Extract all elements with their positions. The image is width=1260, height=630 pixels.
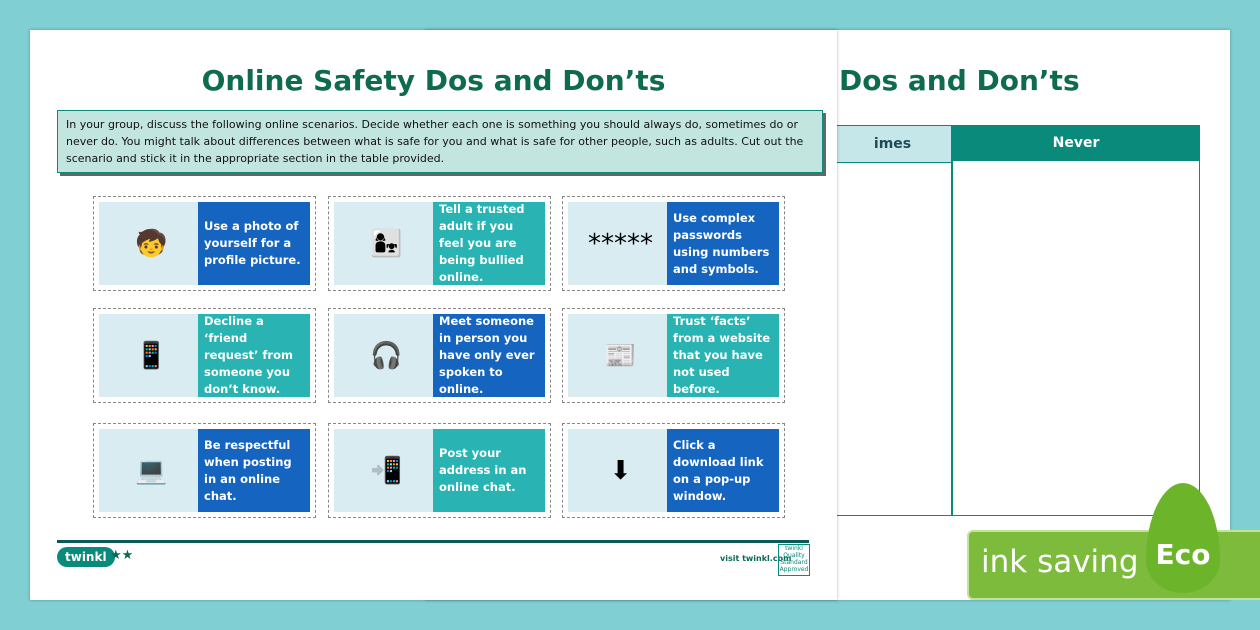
scenario-card	[562, 308, 785, 403]
column-header-never: Never	[952, 125, 1200, 161]
scenario-card	[562, 423, 785, 518]
scenario-card	[562, 196, 785, 291]
scenario-card	[93, 423, 316, 518]
rating-stars: ★★	[110, 548, 134, 563]
scenario-text: Meet someone in person you have only ever spoken to online.	[433, 314, 545, 397]
scenario-text: Decline a ‘friend request’ from someone you don’t know.	[198, 314, 310, 397]
page-title: Online Safety Dos and Don’ts	[201, 64, 666, 97]
scenario-text: Trust ‘facts’ from a website that you have not used before.	[667, 314, 779, 397]
scenario-text: Use a photo of yourself for a profile picture.	[198, 202, 310, 285]
scenario-illustration: 💻	[99, 429, 204, 512]
ink-saving-label: ink saving	[981, 544, 1139, 580]
scenario-illustration: 🎧	[334, 314, 439, 397]
back-title: Dos and Don’ts	[839, 64, 1080, 97]
front-page	[30, 30, 837, 600]
scenario-text: Click a download link on a pop-up window.	[667, 429, 779, 512]
scenario-text: Be respectful when posting in an online chat.	[198, 429, 310, 512]
scenario-illustration: *****	[568, 202, 673, 285]
scenario-card	[328, 196, 551, 291]
visit-link[interactable]: visit twinkl.com	[720, 554, 792, 563]
instructions: In your group, discuss the following online scenarios. Decide whether each one is something you should always do, sometimes do or never do. You might talk about differences between what is safe for you and what is safe for other people, such as adults. Cut out the scenario and stick it in the appropriate section in the table provided.	[57, 110, 823, 173]
twinkl-logo: twinkl	[57, 547, 115, 567]
scenario-illustration: 📱	[99, 314, 204, 397]
column-sometimes	[833, 161, 952, 516]
scenario-illustration: 👩‍👧	[334, 202, 439, 285]
column-header-sometimes: imes	[833, 125, 952, 163]
scenario-illustration: 🧒	[99, 202, 204, 285]
footer-divider	[57, 540, 809, 543]
scenario-card	[93, 196, 316, 291]
scenario-illustration: 📰	[568, 314, 673, 397]
scenario-text: Use complex passwords using numbers and symbols.	[667, 202, 779, 285]
column-never	[952, 161, 1200, 516]
scenario-text: Post your address in an online chat.	[433, 429, 545, 512]
quality-badge: twinkl Quality Standard Approved	[778, 544, 810, 576]
scenario-card	[93, 308, 316, 403]
eco-drop-icon: Eco	[1146, 483, 1220, 593]
scenario-text: Tell a trusted adult if you feel you are being bullied online.	[433, 202, 545, 285]
scenario-illustration: 📲	[334, 429, 439, 512]
scenario-illustration: ⬇	[568, 429, 673, 512]
scenario-card	[328, 423, 551, 518]
scenario-card	[328, 308, 551, 403]
